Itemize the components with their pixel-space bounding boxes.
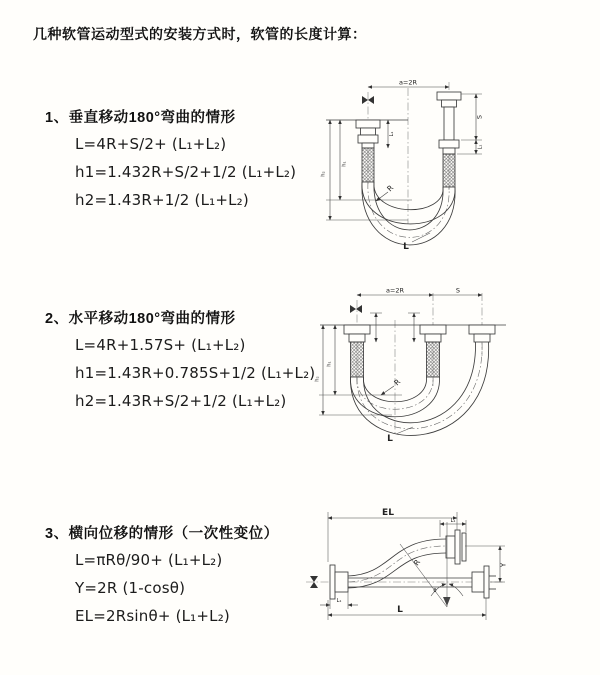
dim-a2r-label: a=2R	[398, 78, 418, 87]
hose-u-curves	[350, 342, 488, 435]
dim-h1-label: h₁	[326, 361, 333, 367]
section3-heading: 3、横向位移的情形（一次性变位）	[45, 526, 279, 542]
length-callout	[403, 233, 430, 252]
left-flange-fitting	[330, 565, 348, 599]
radius-callout	[381, 377, 402, 395]
upper-right-flange-fitting	[446, 530, 466, 564]
dimension-el	[328, 508, 457, 562]
dim-l1-right-label: L₁	[477, 144, 484, 150]
displaced-hose-curve	[348, 539, 446, 588]
diagram-vertical-180-bend	[312, 72, 548, 262]
dim-el-label: EL	[382, 508, 394, 518]
centerlines	[368, 82, 449, 224]
diagram-horizontal-180-bend	[310, 282, 550, 467]
length-label: L	[403, 242, 409, 252]
left-hose-fitting	[344, 325, 370, 377]
radius-label: R	[392, 377, 403, 388]
section1-formula-h1: h1=1.432R+S/2+1/2 (L₁+L₂)	[75, 163, 297, 181]
dim-h2-label: h₂	[314, 376, 321, 382]
dim-l1-top-label: L₁	[450, 518, 456, 524]
section1-formula-L: L=4R+S/2+ (L₁+L₂)	[75, 135, 227, 153]
hose-u-curves	[362, 182, 455, 245]
angle-theta-label: θ	[433, 588, 437, 594]
dimension-s	[457, 94, 484, 154]
section2-formula-h2: h2=1.43R+S/2+1/2 (L₁+L₂)	[75, 392, 287, 410]
page-title: 几种软管运动型式的安装方式时，软管的长度计算：	[33, 26, 367, 42]
braided-hose-section	[362, 148, 374, 182]
angle-construction	[400, 522, 463, 607]
dimension-a2r	[357, 287, 482, 296]
dimension-l1-left	[388, 120, 395, 148]
dim-s-label: S	[475, 114, 484, 120]
section3-formula-Y: Y=2R (1-cosθ)	[75, 579, 186, 597]
left-hose-fitting	[356, 120, 380, 182]
section2-formula-L: L=4R+1.57S+ (L₁+L₂)	[75, 336, 246, 354]
dim-a2r-label: a=2R	[385, 286, 405, 295]
radius-label: R	[385, 183, 396, 194]
dimension-l	[328, 598, 486, 620]
section2-formula-h1: h1=1.43R+0.785S+1/2 (L₁+L₂)	[75, 364, 316, 382]
dim-l1-label: L₁	[389, 131, 395, 137]
right-hose-fitting	[469, 325, 495, 342]
diagram-lateral-displacement	[300, 492, 600, 652]
braided-hose-section	[427, 342, 440, 377]
section2-heading: 2、水平移动180°弯曲的情形	[45, 311, 236, 327]
braided-hose-section	[351, 342, 364, 377]
section1-heading: 1、垂直移动180°弯曲的情形	[45, 110, 236, 126]
length-label: L	[387, 434, 393, 444]
middle-hose-fitting	[420, 325, 446, 377]
dim-h2-label: h₂	[320, 171, 327, 177]
braided-hose-section	[443, 154, 455, 187]
dimension-l1-bottom	[320, 592, 358, 609]
dimension-a2r	[368, 79, 449, 88]
radius-label: R	[411, 557, 423, 568]
section3-formula-EL: EL=2Rsinθ+ (L₁+L₂)	[75, 607, 230, 625]
right-hose-fitting	[437, 92, 461, 187]
dim-y-label: Y	[499, 562, 508, 568]
dim-l-label: L	[397, 605, 403, 615]
dim-s-label: S	[455, 286, 461, 295]
section3-formula-L: L=πRθ/90+ (L₁+L₂)	[75, 551, 223, 569]
dim-h1-label: h₁	[341, 161, 348, 167]
valve-icon	[350, 305, 362, 313]
section1-formula-h2: h2=1.43R+1/2 (L₁+L₂)	[75, 191, 249, 209]
dim-l1-bottom-label: L₁	[336, 598, 342, 604]
